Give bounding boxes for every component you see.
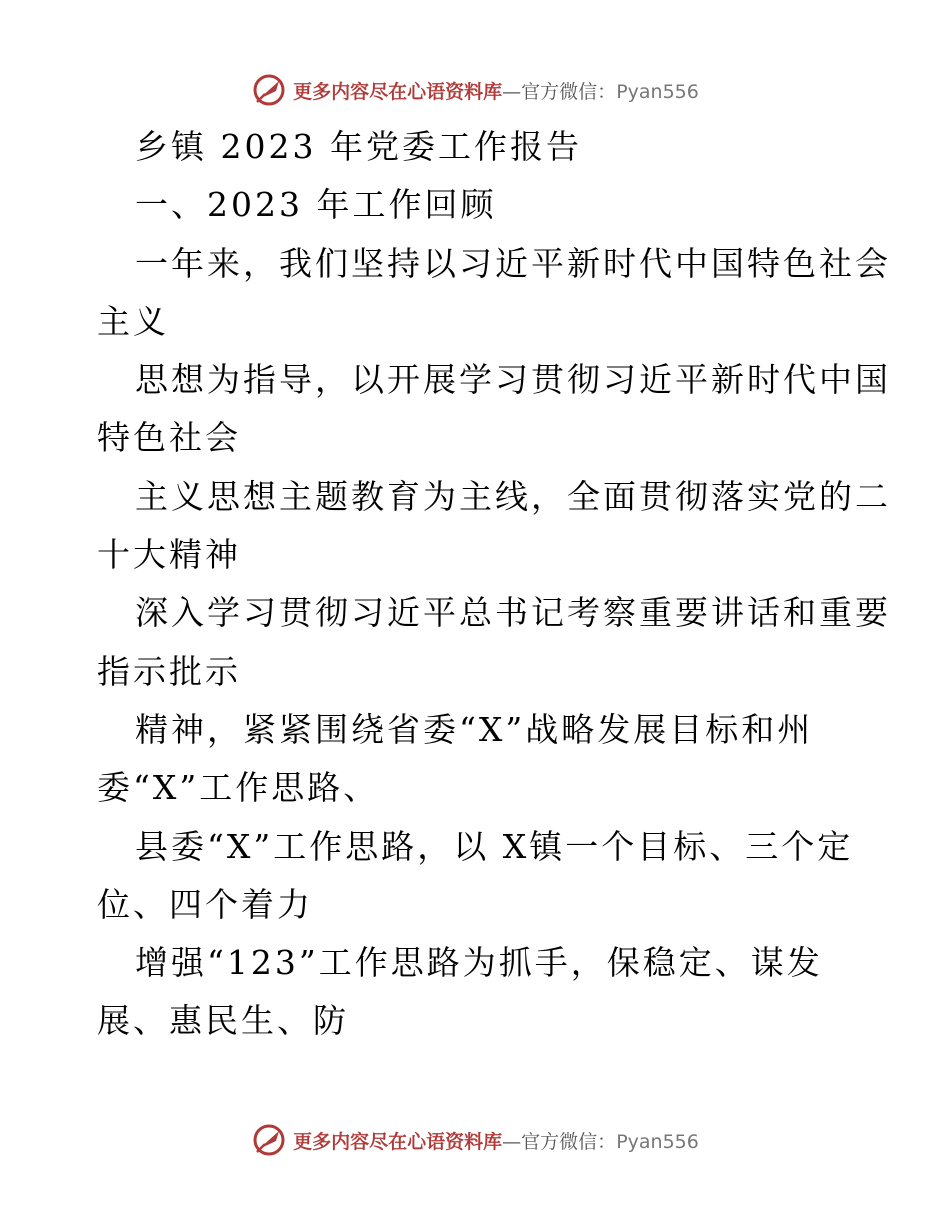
paragraph-line: 县委“X”工作思路，以 X镇一个目标、三个定: [135, 826, 854, 866]
feather-logo-icon: [251, 72, 287, 108]
paragraph-line: 思想为指导，以开展学习贯彻习近平新时代中国: [135, 360, 891, 400]
paragraph-line: 精神，紧紧围绕省委“X”战略发展目标和州: [135, 709, 814, 749]
document-body: [97, 118, 891, 1051]
paragraph-line: 十大精神: [97, 535, 241, 575]
paragraph-line: 主义思想主题教育为主线，全面贯彻落实党的二: [135, 476, 891, 516]
paragraph-line: 主义: [97, 301, 169, 341]
watermark-text: 更多内容尽在心语资料库—官方微信：Pyan556: [293, 1130, 699, 1153]
section-heading: 一、2023 年工作回顾: [135, 185, 497, 225]
paragraph-line: 位、四个着力: [97, 884, 313, 924]
document-title: 乡镇 2023 年党委工作报告: [135, 127, 582, 166]
watermark-text: 更多内容尽在心语资料库—官方微信：Pyan556: [293, 80, 699, 103]
paragraph-line: 委“X”工作思路、: [97, 768, 380, 808]
paragraph-line: 增强“123”工作思路为抓手，保稳定、谋发: [135, 943, 823, 983]
paragraph-line: 深入学习贯彻习近平总书记考察重要讲话和重要: [135, 593, 891, 633]
paragraph-line: 展、惠民生、防: [97, 1001, 349, 1041]
watermark-banner-bottom: [0, 1120, 950, 1160]
feather-logo-icon: [251, 1122, 287, 1158]
watermark-banner-top: [0, 70, 950, 110]
paragraph-line: 特色社会: [97, 418, 241, 458]
paragraph-line: 指示批示: [97, 651, 241, 691]
paragraph-line: 一年来，我们坚持以习近平新时代中国特色社会: [135, 243, 891, 283]
